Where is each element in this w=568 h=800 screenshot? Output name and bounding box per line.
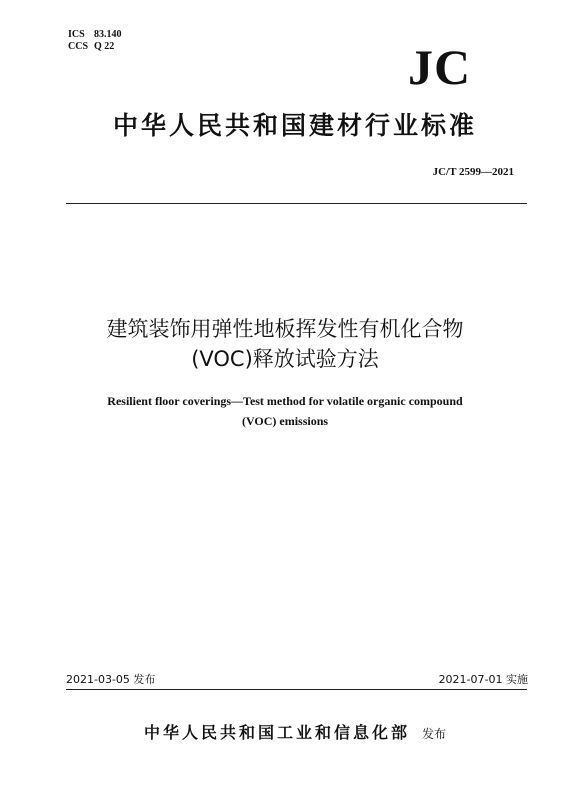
title-chinese <box>40 314 530 374</box>
issuer-name: 中华人民共和国工业和信息化部 <box>143 723 410 742</box>
title-english-line2: (VOC) emissions <box>241 414 329 428</box>
ics-label: ICS <box>68 29 85 40</box>
ics-code <box>68 29 122 41</box>
standard-number: JC/T 2599—2021 <box>432 166 514 178</box>
footer-divider <box>66 689 527 690</box>
classification-codes <box>68 29 122 53</box>
jc-logo: JC <box>408 39 472 95</box>
ccs-code <box>68 41 122 53</box>
title-english <box>40 391 530 431</box>
issuing-body-title: 中华人民共和国建材行业标准 <box>112 111 477 140</box>
ccs-label: CCS <box>68 41 89 52</box>
publish-date: 2021-03-05 发布 <box>66 673 156 686</box>
issuer-verb: 发布 <box>422 727 447 741</box>
title-chinese-line1: 建筑装饰用弹性地板挥发性有机化合物 <box>106 317 464 341</box>
ics-value: 83.140 <box>94 29 122 40</box>
implement-date: 2021-07-01 实施 <box>438 673 528 686</box>
issuer-line <box>60 720 530 743</box>
ccs-value: Q 22 <box>94 41 115 52</box>
header-divider <box>66 203 527 204</box>
title-chinese-line2: (VOC)释放试验方法 <box>191 347 379 371</box>
title-english-line1: Resilient floor coverings—Test method for volatile organic compound <box>107 394 463 408</box>
